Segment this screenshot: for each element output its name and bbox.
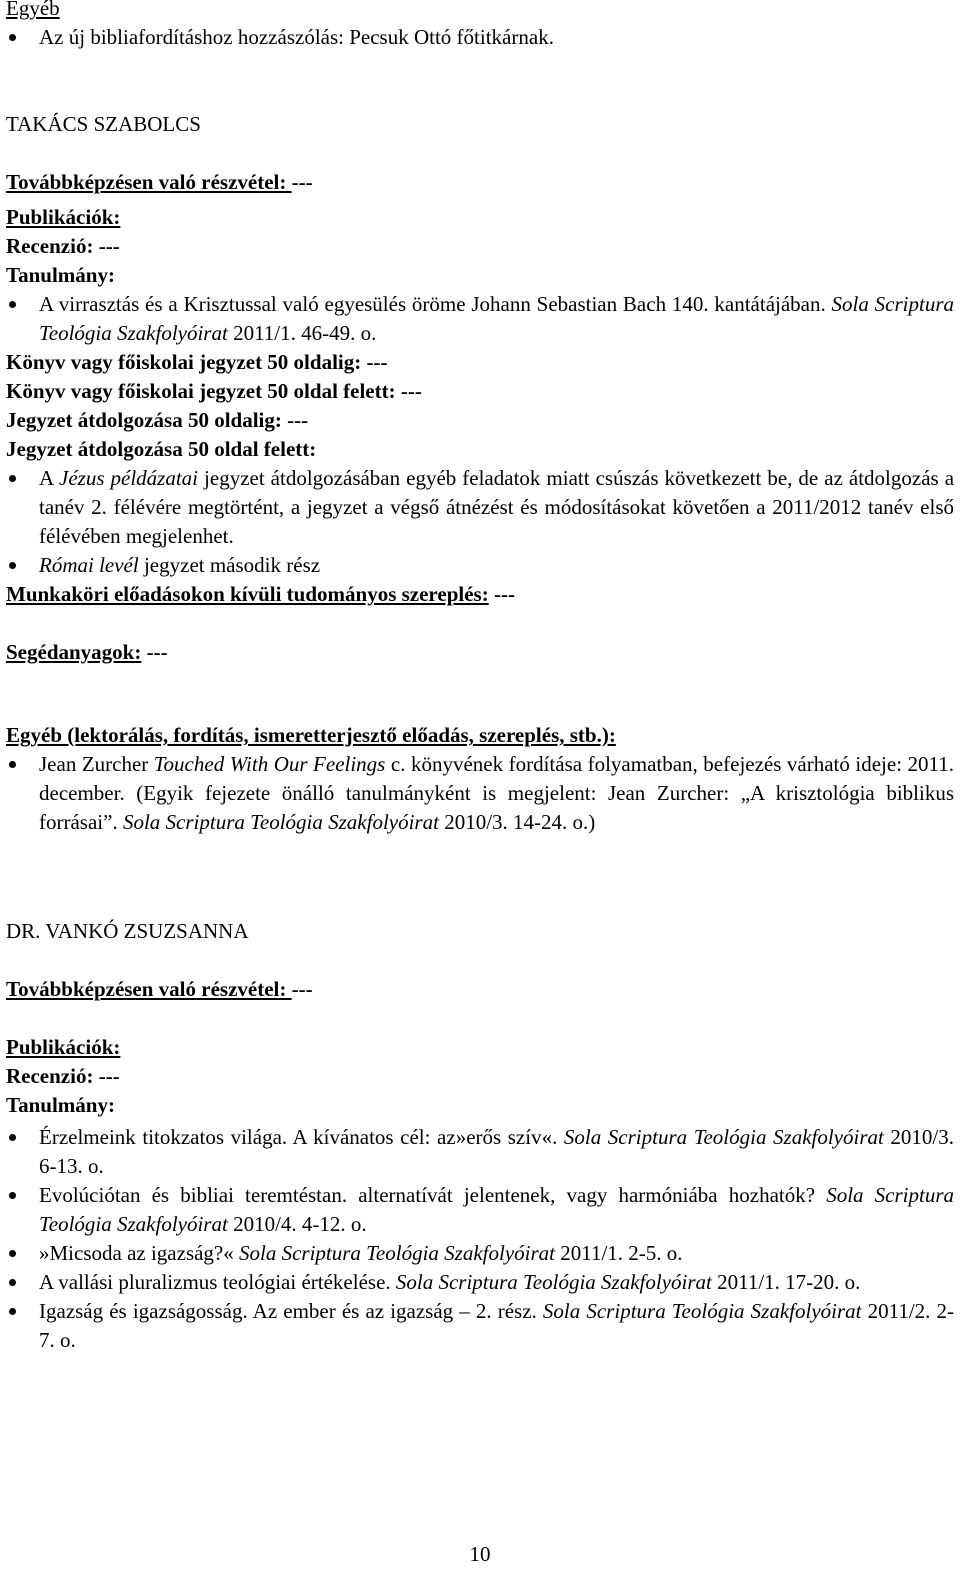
note-title: Római levél [39,553,139,577]
study-pages: 2011/1. 2-5. o. [560,1241,683,1265]
study-pages: 2011/1. 17-20. o. [717,1270,861,1294]
list-item [6,1297,954,1355]
study-heading: Tanulmány: [6,1093,115,1117]
other-heading: Egyéb (lektorálás, fordítás, ismeretterjesztő előadás, szereplés, stb.): [6,723,616,747]
study-pages: 2010/3. 6-13. o. [39,1125,955,1178]
book-over-line: Könyv vagy főiskolai jegyzet 50 oldal felett: --- [6,379,422,403]
person-name-vanko: DR. VANKÓ ZSUZSANNA [6,919,249,943]
study-list [6,1123,954,1355]
study-pages: 2010/4. 4-12. o. [233,1212,367,1236]
text: Jean Zurcher [39,752,149,776]
list-item [6,1123,954,1181]
review-line: Recenzió: --- [6,1064,120,1088]
book-under-line: Könyv vagy főiskolai jegyzet 50 oldalig: --- [6,350,388,374]
rework-over-line: Jegyzet átdolgozása 50 oldal felett: [6,437,317,461]
list-item [6,464,954,551]
talks-heading [6,580,954,609]
publications-heading: Publikációk: [6,1035,121,1059]
rework-list [6,464,954,580]
journal-name: Sola Scriptura Teológia Szakfolyóirat [563,1125,884,1149]
book-title: Touched With Our Feelings [153,752,386,776]
text: jegyzet második rész [143,553,321,577]
publications-heading: Publikációk: [6,205,121,229]
training-label: Továbbképzésen való részvétel: [6,977,292,1001]
study-title: »Micsoda az igazság?« [39,1241,234,1265]
list-item [6,290,954,348]
journal-name: Sola Scriptura Teológia Szakfolyóirat [39,292,955,345]
text: c. könyvének fordítása folyamatban, befejezés várható ideje: 2011. december. (Egyik fejezete önálló tanulmányként is megjelent: Jean Zurcher: „A krisztológia biblikus forrásai”. [39,752,955,834]
review-line: Recenzió: --- [6,234,120,258]
study-list [6,290,954,348]
document-page [6,0,954,1355]
study-title: Igazság és igazságosság. Az ember és az igazság – 2. rész. [39,1299,537,1323]
section-heading-other: Egyéb [6,0,60,20]
journal-name: Sola Scriptura Teológia Szakfolyóirat [39,1183,955,1236]
journal-name: Sola Scriptura Teológia Szakfolyóirat [542,1299,862,1323]
text: jegyzet átdolgozásában egyéb feladatok miatt csúszás következett be, de az átdolgozás a tanév 2. félévére megtörtént, a jegyzet a végső átnézést és módosításokat követően a 2011/2012 tanév első félévében megjelenhet. [39,466,955,548]
training-heading [6,168,954,197]
study-title: Érzelmeink titokzatos világa. A kívánatos cél: az»erős szív«. [39,1125,558,1149]
list-item [6,1239,954,1268]
training-label: Továbbképzésen való részvétel: [6,170,292,194]
other-list [6,23,954,52]
study-pages: 2011/2. 2-7. o. [39,1299,955,1352]
study-title: A vallási pluralizmus teológiai értékelése. [39,1270,391,1294]
study-title: A virrasztás és a Krisztussal való egyesülés öröme Johann Sebastian Bach 140. kantátájában. [39,292,826,316]
talks-value: --- [493,582,515,606]
list-item [6,1268,954,1297]
note-title: Jézus példázatai [59,466,199,490]
list-item [6,750,954,837]
training-heading [6,975,954,1004]
list-item: Az új bibliafordításhoz hozzászólás: Pecsuk Ottó főtitkárnak. [6,23,954,52]
text: 2010/3. 14-24. o.) [444,810,596,834]
list-item [6,551,954,580]
aids-label: Segédanyagok: [6,640,142,664]
talks-label: Munkaköri előadásokon kívüli tudományos szereplés: [6,582,489,606]
aids-value: --- [146,640,168,664]
journal-name: Sola Scriptura Teológia Szakfolyóirat [122,810,439,834]
study-title: Evolúciótan és bibliai teremtéstan. alternatívát jelentenek, vagy harmóniába hozhatók? [39,1183,816,1207]
training-value: --- [291,170,313,194]
study-pages: 2011/1. 46-49. o. [233,321,377,345]
other-list [6,750,954,837]
study-heading: Tanulmány: [6,263,115,287]
rework-under-line: Jegyzet átdolgozása 50 oldalig: --- [6,408,309,432]
list-item [6,1181,954,1239]
journal-name: Sola Scriptura Teológia Szakfolyóirat [239,1241,555,1265]
page-number: 10 [469,1542,491,1566]
aids-heading [6,638,954,667]
training-value: --- [291,977,313,1001]
text: A [39,466,54,490]
journal-name: Sola Scriptura Teológia Szakfolyóirat [395,1270,712,1294]
person-name-takacs: TAKÁCS SZABOLCS [6,112,201,136]
